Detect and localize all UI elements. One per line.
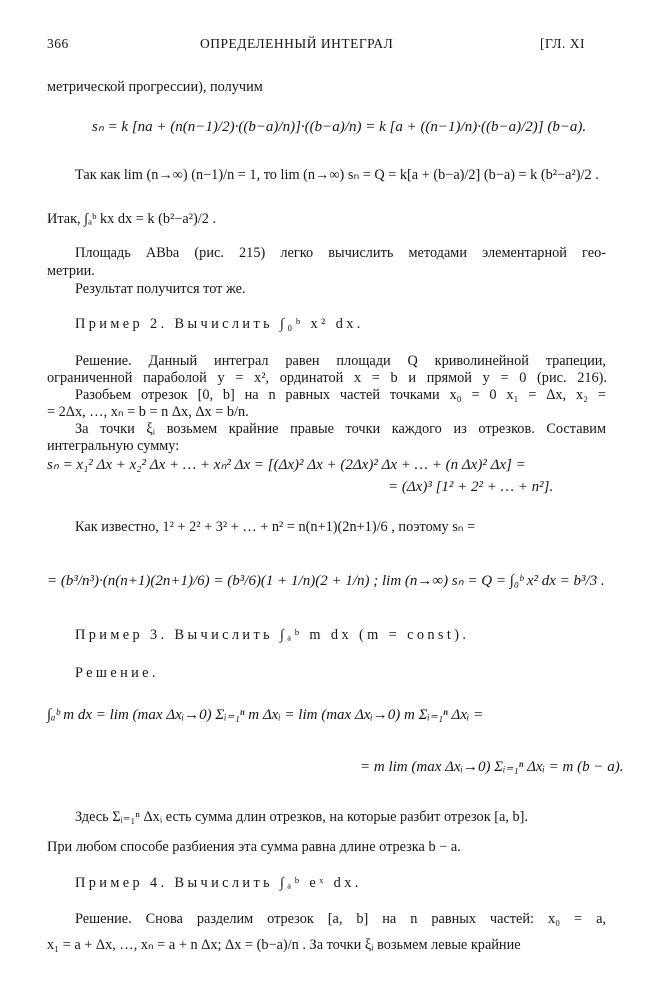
text-line: метрической прогрессии), получим — [47, 79, 263, 95]
text-line: x₁ = a + Δx, …, xₙ = a + n Δx; Δx = (b−a)/n . За точки ξᵢ возьмем левые крайние — [47, 937, 521, 953]
text-line: интегральную сумму: — [47, 438, 180, 454]
formula-limit-2: = (b³/n³)·(n(n+1)(2n+1)/6) = (b³/6)(1 + 1/n)(2 + 1/n) ; lim (n→∞) sₙ = Q = ∫₀ᵇ x² dx = b³/3 . — [47, 573, 605, 589]
text-line: = 2Δx, …, xₙ = b = n Δx, Δx = b/n. — [47, 404, 249, 420]
text-line: Решение. Снова разделим отрезок [a, b] на n равных частей: x₀ = a, — [75, 911, 606, 927]
text-line: метрии. — [47, 263, 95, 279]
formula-const-integral: ∫ₐᵇ m dx = lim (max Δxᵢ→0) Σᵢ₌₁ⁿ m Δxᵢ = lim (max Δxᵢ→0) m Σᵢ₌₁ⁿ Δxᵢ = — [47, 707, 484, 723]
text-line: При любом способе разбиения эта сумма равна длине отрезка b − a. — [47, 839, 461, 855]
text-line: Площадь ABba (рис. 215) легко вычислить методами элементарной гео- — [75, 245, 606, 261]
text-line: Здесь Σᵢ₌₁ⁿ Δxᵢ есть сумма длин отрезков, на которые разбит отрезок [a, b]. — [75, 809, 528, 825]
example-2-heading: Пример 2. Вычислить ∫₀ᵇ x² dx. — [75, 316, 364, 332]
formula-result: Итак, ∫ₐᵇ kx dx = k (b²−a²)/2 . — [47, 211, 217, 227]
formula-sum: sₙ = x₁² Δx + x₂² Δx + … + xₙ² Δx = [(Δx)² Δx + (2Δx)² Δx + … + (n Δx)² Δx] = — [47, 457, 526, 473]
formula-sn: sₙ = k [na + (n(n−1)/2)·((b−a)/n)]·((b−a)/n) = k [a + ((n−1)/n)·((b−a)/2)] (b−a). — [92, 119, 587, 135]
running-title: ОПРЕДЕЛЕННЫЙ ИНТЕГРАЛ — [200, 36, 394, 51]
text-line: За точки ξᵢ возьмем крайние правые точки каждого из отрезков. Составим — [75, 421, 606, 437]
text-line: Как известно, 1² + 2² + 3² + … + n² = n(n+1)(2n+1)/6 , поэтому sₙ = — [75, 519, 476, 535]
text-line: Результат получится тот же. — [75, 281, 246, 297]
formula-sum-cont: = (Δx)³ [1² + 2² + … + n²]. — [388, 479, 554, 495]
page-number: 366 — [47, 36, 69, 51]
example-4-heading: Пример 4. Вычислить ∫ₐᵇ eˣ dx. — [75, 875, 362, 891]
formula-limit: Так как lim (n→∞) (n−1)/n = 1, то lim (n→∞) sₙ = Q = k[a + (b−a)/2] (b−a) = k (b²−a²)/2 . — [75, 167, 599, 183]
chapter-label: [ГЛ. XI — [540, 36, 585, 51]
example-3-heading: Пример 3. Вычислить ∫ₐᵇ m dx (m = const). — [75, 627, 470, 643]
formula-const-integral-cont: = m lim (max Δxᵢ→0) Σᵢ₌₁ⁿ Δxᵢ = m (b − a). — [360, 759, 624, 775]
solution-label: Решение. — [75, 665, 159, 681]
text-line: ограниченной параболой y = x², ординатой x = b и прямой y = 0 (рис. 216). — [47, 370, 607, 386]
text-line: Разобьем отрезок [0, b] на n равных частей точками x₀ = 0 x₁ = Δx, x₂ = — [75, 387, 606, 403]
text-line: Решение. Данный интеграл равен площади Q криволинейной трапеции, — [75, 353, 606, 369]
